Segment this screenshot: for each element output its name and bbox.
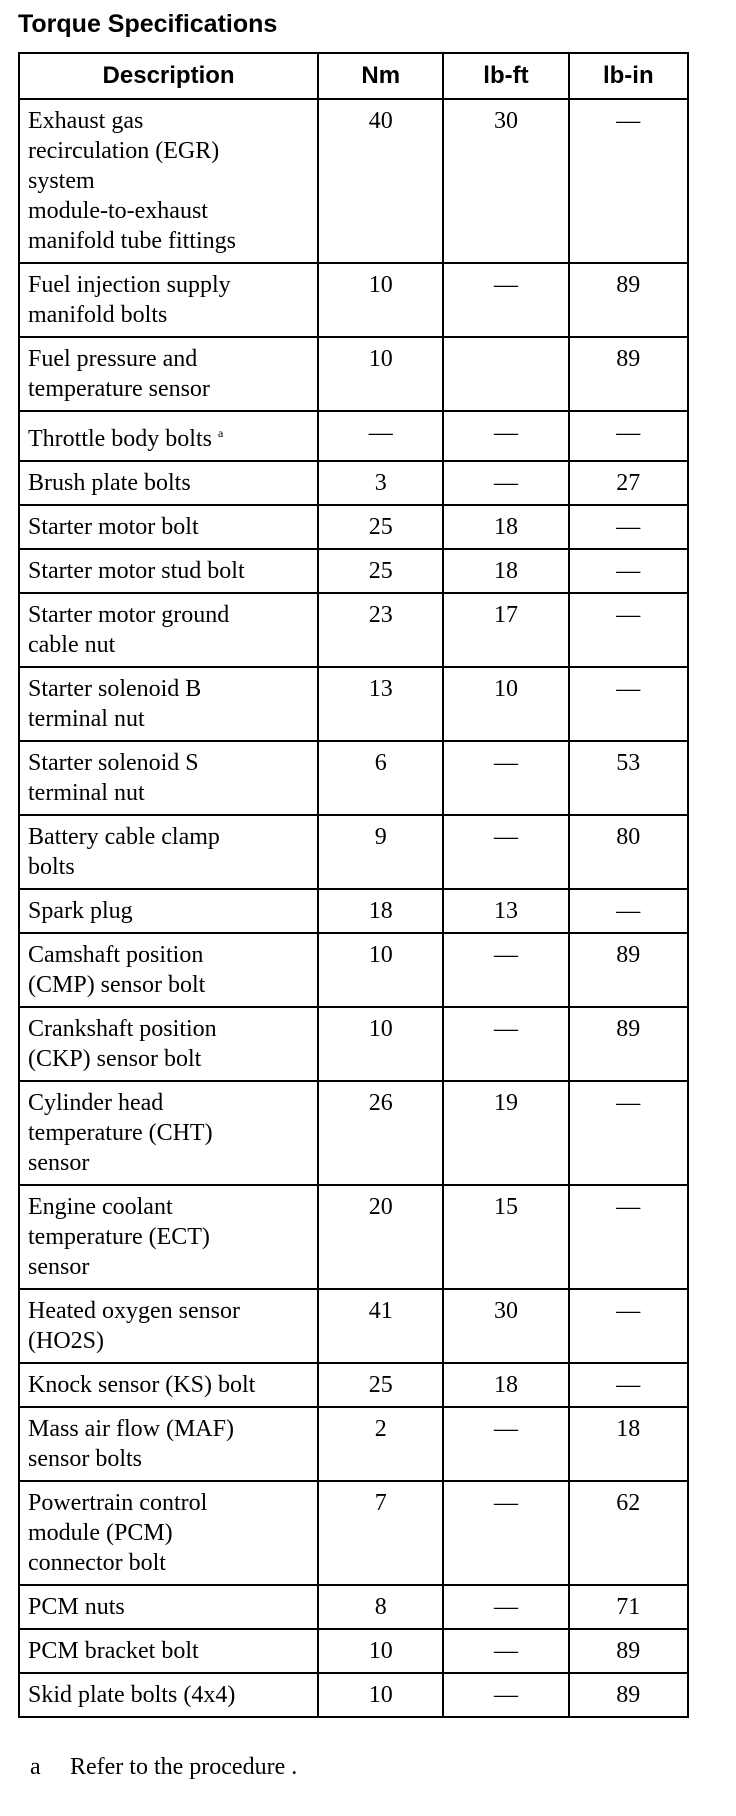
cell-lb-ft: —	[443, 741, 568, 815]
cell-nm: 10	[318, 933, 443, 1007]
description-line: module (PCM)	[28, 1520, 173, 1546]
cell-lb-in: 89	[569, 933, 688, 1007]
description-line: (CKP) sensor bolt	[28, 1046, 202, 1072]
cell-description	[19, 1363, 318, 1407]
column-header-lb-in: lb-in	[569, 53, 688, 99]
cell-nm: 41	[318, 1289, 443, 1363]
cell-lb-ft: 15	[443, 1185, 568, 1289]
table-row	[19, 411, 688, 461]
description-line: recirculation (EGR)	[28, 138, 220, 164]
cell-lb-in: 89	[569, 1629, 688, 1673]
column-header-description: Description	[19, 53, 318, 99]
description-line: Cylinder head	[28, 1090, 164, 1116]
table-row	[19, 593, 688, 667]
description-line: Throttle body bolts	[28, 426, 212, 452]
table-row	[19, 1289, 688, 1363]
cell-description	[19, 1481, 318, 1585]
cell-lb-ft: 10	[443, 667, 568, 741]
description-line: Starter motor stud bolt	[28, 558, 245, 584]
cell-lb-in: 89	[569, 263, 688, 337]
table-row	[19, 263, 688, 337]
footnote-mark: a	[30, 1754, 41, 1780]
description-line: Camshaft position	[28, 942, 204, 968]
table-row	[19, 505, 688, 549]
cell-lb-in: —	[569, 505, 688, 549]
cell-nm: 10	[318, 263, 443, 337]
table-row	[19, 1481, 688, 1585]
cell-lb-in: —	[569, 1185, 688, 1289]
description-line: Powertrain control	[28, 1490, 208, 1516]
table-body	[19, 99, 688, 1717]
table-row	[19, 1185, 688, 1289]
cell-nm: 10	[318, 337, 443, 411]
cell-nm: 18	[318, 889, 443, 933]
cell-lb-in: 89	[569, 337, 688, 411]
description-line: temperature sensor	[28, 376, 210, 402]
cell-lb-in: 71	[569, 1585, 688, 1629]
cell-nm: 10	[318, 1007, 443, 1081]
cell-lb-ft: 19	[443, 1081, 568, 1185]
description-line: sensor	[28, 1150, 90, 1176]
description-line: Heated oxygen sensor	[28, 1298, 240, 1324]
cell-description	[19, 505, 318, 549]
description-line: Starter motor ground	[28, 602, 230, 628]
description-line: Fuel pressure and	[28, 346, 198, 372]
cell-lb-ft: —	[443, 263, 568, 337]
cell-nm: 8	[318, 1585, 443, 1629]
cell-nm: 10	[318, 1629, 443, 1673]
cell-description	[19, 1007, 318, 1081]
description-line: terminal nut	[28, 706, 145, 732]
cell-lb-ft: —	[443, 1585, 568, 1629]
description-line: Engine coolant	[28, 1194, 173, 1220]
cell-description	[19, 933, 318, 1007]
cell-description	[19, 1629, 318, 1673]
cell-lb-in: —	[569, 889, 688, 933]
cell-lb-in: —	[569, 549, 688, 593]
table-row	[19, 549, 688, 593]
cell-lb-ft: 13	[443, 889, 568, 933]
description-line: Spark plug	[28, 898, 133, 924]
cell-description	[19, 1185, 318, 1289]
description-line: Starter solenoid B	[28, 676, 202, 702]
description-line: manifold bolts	[28, 302, 168, 328]
cell-nm: 20	[318, 1185, 443, 1289]
cell-lb-ft: 18	[443, 549, 568, 593]
cell-lb-ft: —	[443, 411, 568, 461]
cell-lb-in: 89	[569, 1673, 688, 1717]
description-line: PCM bracket bolt	[28, 1638, 199, 1664]
table-row	[19, 461, 688, 505]
cell-description	[19, 549, 318, 593]
table-header-row	[19, 53, 688, 99]
table-row	[19, 1585, 688, 1629]
cell-description	[19, 1585, 318, 1629]
cell-description	[19, 411, 318, 461]
table-row	[19, 667, 688, 741]
page-title: Torque Specifications	[18, 10, 278, 38]
cell-lb-ft: 18	[443, 505, 568, 549]
description-line: Mass air flow (MAF)	[28, 1416, 234, 1442]
description-line: Starter solenoid S	[28, 750, 199, 776]
cell-description	[19, 461, 318, 505]
column-header-nm: Nm	[318, 53, 443, 99]
footnote-reference: a	[217, 426, 224, 440]
cell-lb-ft: —	[443, 1481, 568, 1585]
cell-lb-ft: —	[443, 1629, 568, 1673]
cell-lb-in: —	[569, 99, 688, 263]
cell-lb-in: —	[569, 411, 688, 461]
cell-lb-in: 53	[569, 741, 688, 815]
table-row	[19, 1081, 688, 1185]
cell-description	[19, 667, 318, 741]
cell-nm: 23	[318, 593, 443, 667]
cell-lb-ft: 18	[443, 1363, 568, 1407]
description-line: terminal nut	[28, 780, 145, 806]
description-line: Knock sensor (KS) bolt	[28, 1372, 256, 1398]
cell-description	[19, 1289, 318, 1363]
description-line: connector bolt	[28, 1550, 166, 1576]
column-header-lb-ft: lb-ft	[443, 53, 568, 99]
description-line: cable nut	[28, 632, 116, 658]
description-line: Battery cable clamp	[28, 824, 220, 850]
table-row	[19, 889, 688, 933]
cell-lb-ft: —	[443, 1673, 568, 1717]
cell-nm: 25	[318, 1363, 443, 1407]
table-row	[19, 1673, 688, 1717]
cell-nm: 6	[318, 741, 443, 815]
cell-lb-ft: —	[443, 1407, 568, 1481]
table-row	[19, 1363, 688, 1407]
table-row	[19, 337, 688, 411]
table-row	[19, 1629, 688, 1673]
cell-description	[19, 815, 318, 889]
cell-nm: 9	[318, 815, 443, 889]
cell-nm: 26	[318, 1081, 443, 1185]
description-line: Skid plate bolts (4x4)	[28, 1682, 236, 1708]
description-line: (HO2S)	[28, 1328, 104, 1354]
torque-spec-table	[18, 52, 689, 1718]
cell-description	[19, 1673, 318, 1717]
cell-lb-ft: 17	[443, 593, 568, 667]
description-line: Crankshaft position	[28, 1016, 217, 1042]
cell-lb-in: 27	[569, 461, 688, 505]
cell-nm: 7	[318, 1481, 443, 1585]
description-line: PCM nuts	[28, 1594, 125, 1620]
description-line: manifold tube fittings	[28, 228, 236, 254]
cell-nm: 3	[318, 461, 443, 505]
table-row	[19, 741, 688, 815]
cell-lb-in: —	[569, 667, 688, 741]
description-line: module-to-exhaust	[28, 198, 208, 224]
cell-lb-ft: 30	[443, 1289, 568, 1363]
cell-description	[19, 263, 318, 337]
description-line: bolts	[28, 854, 75, 880]
cell-lb-in: —	[569, 1289, 688, 1363]
cell-lb-in: 80	[569, 815, 688, 889]
footnote-text: Refer to the procedure .	[70, 1754, 298, 1780]
description-line: Fuel injection supply	[28, 272, 231, 298]
cell-nm: 40	[318, 99, 443, 263]
cell-nm: 25	[318, 505, 443, 549]
table-row	[19, 815, 688, 889]
description-line: Brush plate bolts	[28, 470, 191, 496]
description-line: temperature (ECT)	[28, 1224, 210, 1250]
cell-description	[19, 1081, 318, 1185]
cell-lb-in: 62	[569, 1481, 688, 1585]
table-row	[19, 1407, 688, 1481]
cell-lb-ft: —	[443, 933, 568, 1007]
cell-nm: 10	[318, 1673, 443, 1717]
description-line: sensor	[28, 1254, 90, 1280]
footnote	[30, 1752, 297, 1782]
description-line: (CMP) sensor bolt	[28, 972, 206, 998]
description-line: temperature (CHT)	[28, 1120, 213, 1146]
table-row	[19, 99, 688, 263]
cell-lb-ft: —	[443, 1007, 568, 1081]
cell-nm: 13	[318, 667, 443, 741]
cell-lb-ft: —	[443, 815, 568, 889]
cell-description	[19, 1407, 318, 1481]
table-row	[19, 933, 688, 1007]
cell-nm: —	[318, 411, 443, 461]
cell-lb-ft: —	[443, 461, 568, 505]
table-row	[19, 1007, 688, 1081]
description-line: system	[28, 168, 95, 194]
cell-lb-in: —	[569, 593, 688, 667]
description-line: sensor bolts	[28, 1446, 142, 1472]
cell-lb-in: 18	[569, 1407, 688, 1481]
cell-lb-in: 89	[569, 1007, 688, 1081]
cell-lb-ft	[443, 337, 568, 411]
cell-lb-ft: 30	[443, 99, 568, 263]
cell-description	[19, 593, 318, 667]
cell-description	[19, 741, 318, 815]
cell-nm: 25	[318, 549, 443, 593]
cell-lb-in: —	[569, 1363, 688, 1407]
cell-description	[19, 337, 318, 411]
description-line: Starter motor bolt	[28, 514, 199, 540]
cell-description	[19, 99, 318, 263]
cell-description	[19, 889, 318, 933]
description-line: Exhaust gas	[28, 108, 144, 134]
cell-lb-in: —	[569, 1081, 688, 1185]
cell-nm: 2	[318, 1407, 443, 1481]
